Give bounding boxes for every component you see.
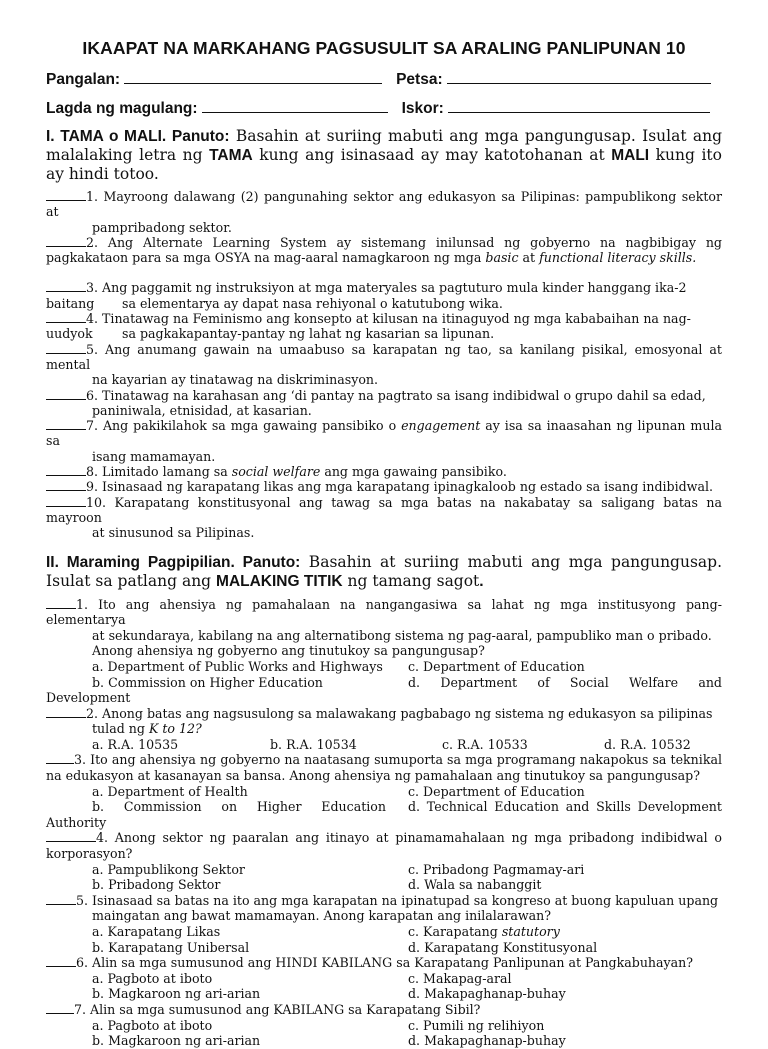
score-line[interactable] [448, 98, 710, 113]
answer-blank[interactable] [46, 495, 86, 507]
answer-blank[interactable] [46, 752, 74, 764]
choice-b: b. Commission on Higher Education [92, 674, 323, 690]
answer-blank[interactable] [46, 955, 76, 967]
choice-c: c. Department of Education [408, 658, 585, 674]
choice-d: d. Makapaghanap-buhay [408, 1033, 566, 1049]
true-false-list [46, 189, 722, 541]
answer-blank[interactable] [46, 418, 86, 430]
choice-b: b. Commission on Higher Education [92, 799, 386, 815]
list-item: 6. Tinatawag na karahasan ang ‘di pantay na pagtrato sa isang indibidwal o grupo dahil sa edad, paniniwala, etnisidad, at kasarian. [46, 388, 722, 419]
answer-blank[interactable] [46, 830, 96, 842]
list-item: 2. Ang Alternate Learning System ay sistemang inilunsad ng gobyerno na nagbibigay ng pagkakataon para sa mga OSYA na mag-aaral namagkaroon ng mga basic at functional literacy skills. [46, 234, 722, 266]
question-5: 5. Isinasaad sa batas na ito ang mga karapatan na ipinatupad sa kongreso at buong kapuluan upang maingatan ang bawat mamamayan. Anong karapatan ang inilalarawan? a. Karapatang Likas c. Karapatang statutory b. Karapatang Unibersal d. Karapatang Konstitusyonal [46, 893, 722, 955]
parent-signature-label: Lagda ng magulang: [46, 100, 198, 117]
answer-blank[interactable] [46, 388, 86, 400]
list-item: 7. Ang pakikilahok sa mga gawaing pansibiko o engagement ay isa sa inaasahan ng lipunan mula sa isang mamamayan. [46, 418, 723, 464]
question-6: 6. Alin sa mga sumusunod ang HINDI KABILANG sa Karapatang Panlipunan at Pangkabuhayan? a. Pagboto at iboto c. Makapag-aral b. Magkaroon ng ari-arian d. Makapaghanap-buhay [46, 955, 722, 1002]
choice-d: d. R.A. 10532 [604, 736, 691, 752]
answer-blank[interactable] [46, 479, 86, 491]
date-field[interactable] [396, 69, 711, 89]
answer-blank[interactable] [46, 189, 86, 201]
choice-c: c. Pumili ng relihiyon [408, 1017, 545, 1033]
date-label: Petsa: [396, 71, 443, 88]
question-3: 3. Ito ang ahensiya ng gobyerno na naatasang sumuporta sa mga programang nakapokus sa teknikal na edukasyon at kasanayan sa bansa. Anong ahensiya ng pamahalaan ang tinutukoy sa pangungusap? a. Department of Health c. Department of Education b. Commission on Higher Education d. Technical Education and Skills Development Authority [46, 752, 722, 830]
parent-signature-line[interactable] [202, 98, 388, 113]
date-line[interactable] [447, 69, 711, 84]
list-item: 1. Mayroong dalawang (2) pangunahing sektor ang edukasyon sa Pilipinas: pampublikong sektor at pampribadong sektor. [46, 189, 722, 235]
answer-blank[interactable] [46, 597, 76, 609]
choice-a: a. Pampublikong Sektor [92, 861, 245, 877]
question-7: 7. Alin sa mga sumusunod ang KABILANG sa Karapatang Sibil? a. Pagboto at iboto c. Pumili ng relihiyon b. Magkaroon ng ari-arian d. Makapaghanap-buhay [46, 1002, 722, 1049]
choice-a: a. Pagboto at iboto [92, 1017, 213, 1033]
choice-c: c. Department of Education [408, 783, 585, 799]
section-1-instructions: I. TAMA o MALI. Panuto: Basahin at suriing mabuti ang mga pangungusap. Isulat ang malalaking letra ng TAMA kung ang isinasaad ay may katotohanan at MALI kung ito ay hindi totoo. [46, 127, 722, 183]
list-item: 10. Karapatang konstitusyonal ang tawag sa mga batas na nakabatay sa saligang batas na mayroon at sinusunod sa Pilipinas. [46, 494, 722, 541]
choice-a: a. Department of Health [92, 783, 248, 799]
page-title: IKAAPAT NA MARKAHANG PAGSUSULIT SA ARALING PANLIPUNAN 10 [82, 38, 686, 58]
answer-blank[interactable] [46, 893, 76, 905]
section-2-instructions: II. Maraming Pagpipilian. Panuto: Basahin at suriing mabuti ang mga pangungusap. Isulat sa patlang ang MALAKING TITIK ng tamang sagot. [46, 552, 722, 590]
list-item: 9. Isinasaad ng karapatang likas ang mga karapatang ipinagkaloob ng estado sa isang indibidwal. [46, 479, 722, 494]
choice-a: a. R.A. 10535 [92, 736, 179, 752]
choice-c: c. Karapatang statutory [408, 924, 560, 939]
answer-blank[interactable] [46, 342, 86, 354]
choice-b: b. Magkaroon ng ari-arian [92, 986, 261, 1002]
list-item: 5. Ang anumang gawain na umaabuso sa karapatan ng tao, sa kanilang pisikal, emosyonal at mental na kayarian ay tinatawag na diskriminasyon. [46, 341, 722, 388]
choice-a: a. Department of Public Works and Highways [92, 658, 383, 674]
choice-b: b. Pribadong Sektor [92, 877, 221, 893]
choice-a: a. Karapatang Likas [92, 924, 221, 939]
section-1-heading: I. TAMA o MALI. Panuto: [46, 128, 230, 145]
choice-b: b. Magkaroon ng ari-arian [92, 1033, 261, 1049]
parent-signature-field[interactable] [46, 98, 388, 118]
answer-blank[interactable] [46, 235, 86, 247]
name-line[interactable] [124, 69, 382, 84]
field-row-2 [46, 98, 722, 118]
section-2-heading: II. Maraming Pagpipilian. Panuto: [46, 553, 301, 571]
choice-c: c. Pribadong Pagmamay-ari [408, 861, 585, 877]
answer-blank[interactable] [46, 706, 86, 718]
score-label: Iskor: [401, 100, 444, 117]
score-field[interactable] [402, 98, 710, 118]
answer-blank[interactable] [46, 311, 86, 323]
question-4: 4. Anong sektor ng paaralan ang itinayo at pinamamahalaan ng mga pribadong indibidwal o korporasyon? a. Pampublikong Sektor c. Pribadong Pagmamay-ari b. Pribadong Sektor d. Wala sa nabanggit [46, 830, 722, 893]
choice-c: c. R.A. 10533 [442, 736, 528, 752]
choice-b: b. Karapatang Unibersal [92, 939, 250, 955]
choice-d: d. Karapatang Konstitusyonal [408, 939, 598, 955]
list-item: 3. Ang paggamit ng instruksiyon at mga materyales sa pagtuturo mula kinder hanggang ika-2 baitang sa elementarya ay dapat nasa rehiyonal o katutubong wika. [46, 280, 687, 311]
answer-blank[interactable] [46, 1002, 74, 1014]
choice-d: d. Wala sa nabanggit [408, 877, 542, 893]
list-item: 8. Limitado lamang sa social welfare ang mga gawaing pansibiko. [46, 464, 722, 479]
list-item: 4. Tinatawag na Feminismo ang konsepto at kilusan na itinaguyod ng mga kababaihan na nag- uudyok sa pagkakapantay-pantay ng lahat ng kasarian sa lipunan. [46, 311, 691, 342]
choice-b: b. R.A. 10534 [270, 736, 357, 752]
answer-blank[interactable] [46, 464, 86, 476]
choice-c: c. Makapag-aral [408, 970, 512, 986]
name-field[interactable] [46, 69, 382, 89]
multiple-choice-list [46, 597, 722, 1049]
name-label: Pangalan: [46, 71, 121, 88]
choice-d: d. Makapaghanap-buhay [408, 986, 566, 1002]
choice-d: d. Department of Social Welfare and [408, 674, 722, 690]
question-1: 1. Ito ang ahensiya ng pamahalaan na nangangasiwa sa lahat ng mga institusyong pang-elementarya at sekundaraya, kabilang na ang alternatibong sistema ng pag-aaral, pampubliko man o pribado. Anong ahensiya ng gobyerno ang tinutukoy sa pangungusap? a. Department of Public Works and Highways c. Department of Education b. Commission on Higher Education d. Department of Social Welfare and Development [46, 596, 722, 706]
answer-blank[interactable] [46, 280, 86, 292]
choice-a: a. Pagboto at iboto [92, 970, 213, 986]
question-2: 2. Anong batas ang nagsusulong sa malawakang pagbabago ng sistema ng edukasyon sa pilipinas tulad ng K to 12? a. R.A. 10535 b. R.A. 10534 c. R.A. 10533 d. R.A. 10532 [46, 706, 722, 753]
field-row-1 [46, 69, 722, 89]
choice-d: d. Technical Education and Skills Development [408, 799, 722, 815]
